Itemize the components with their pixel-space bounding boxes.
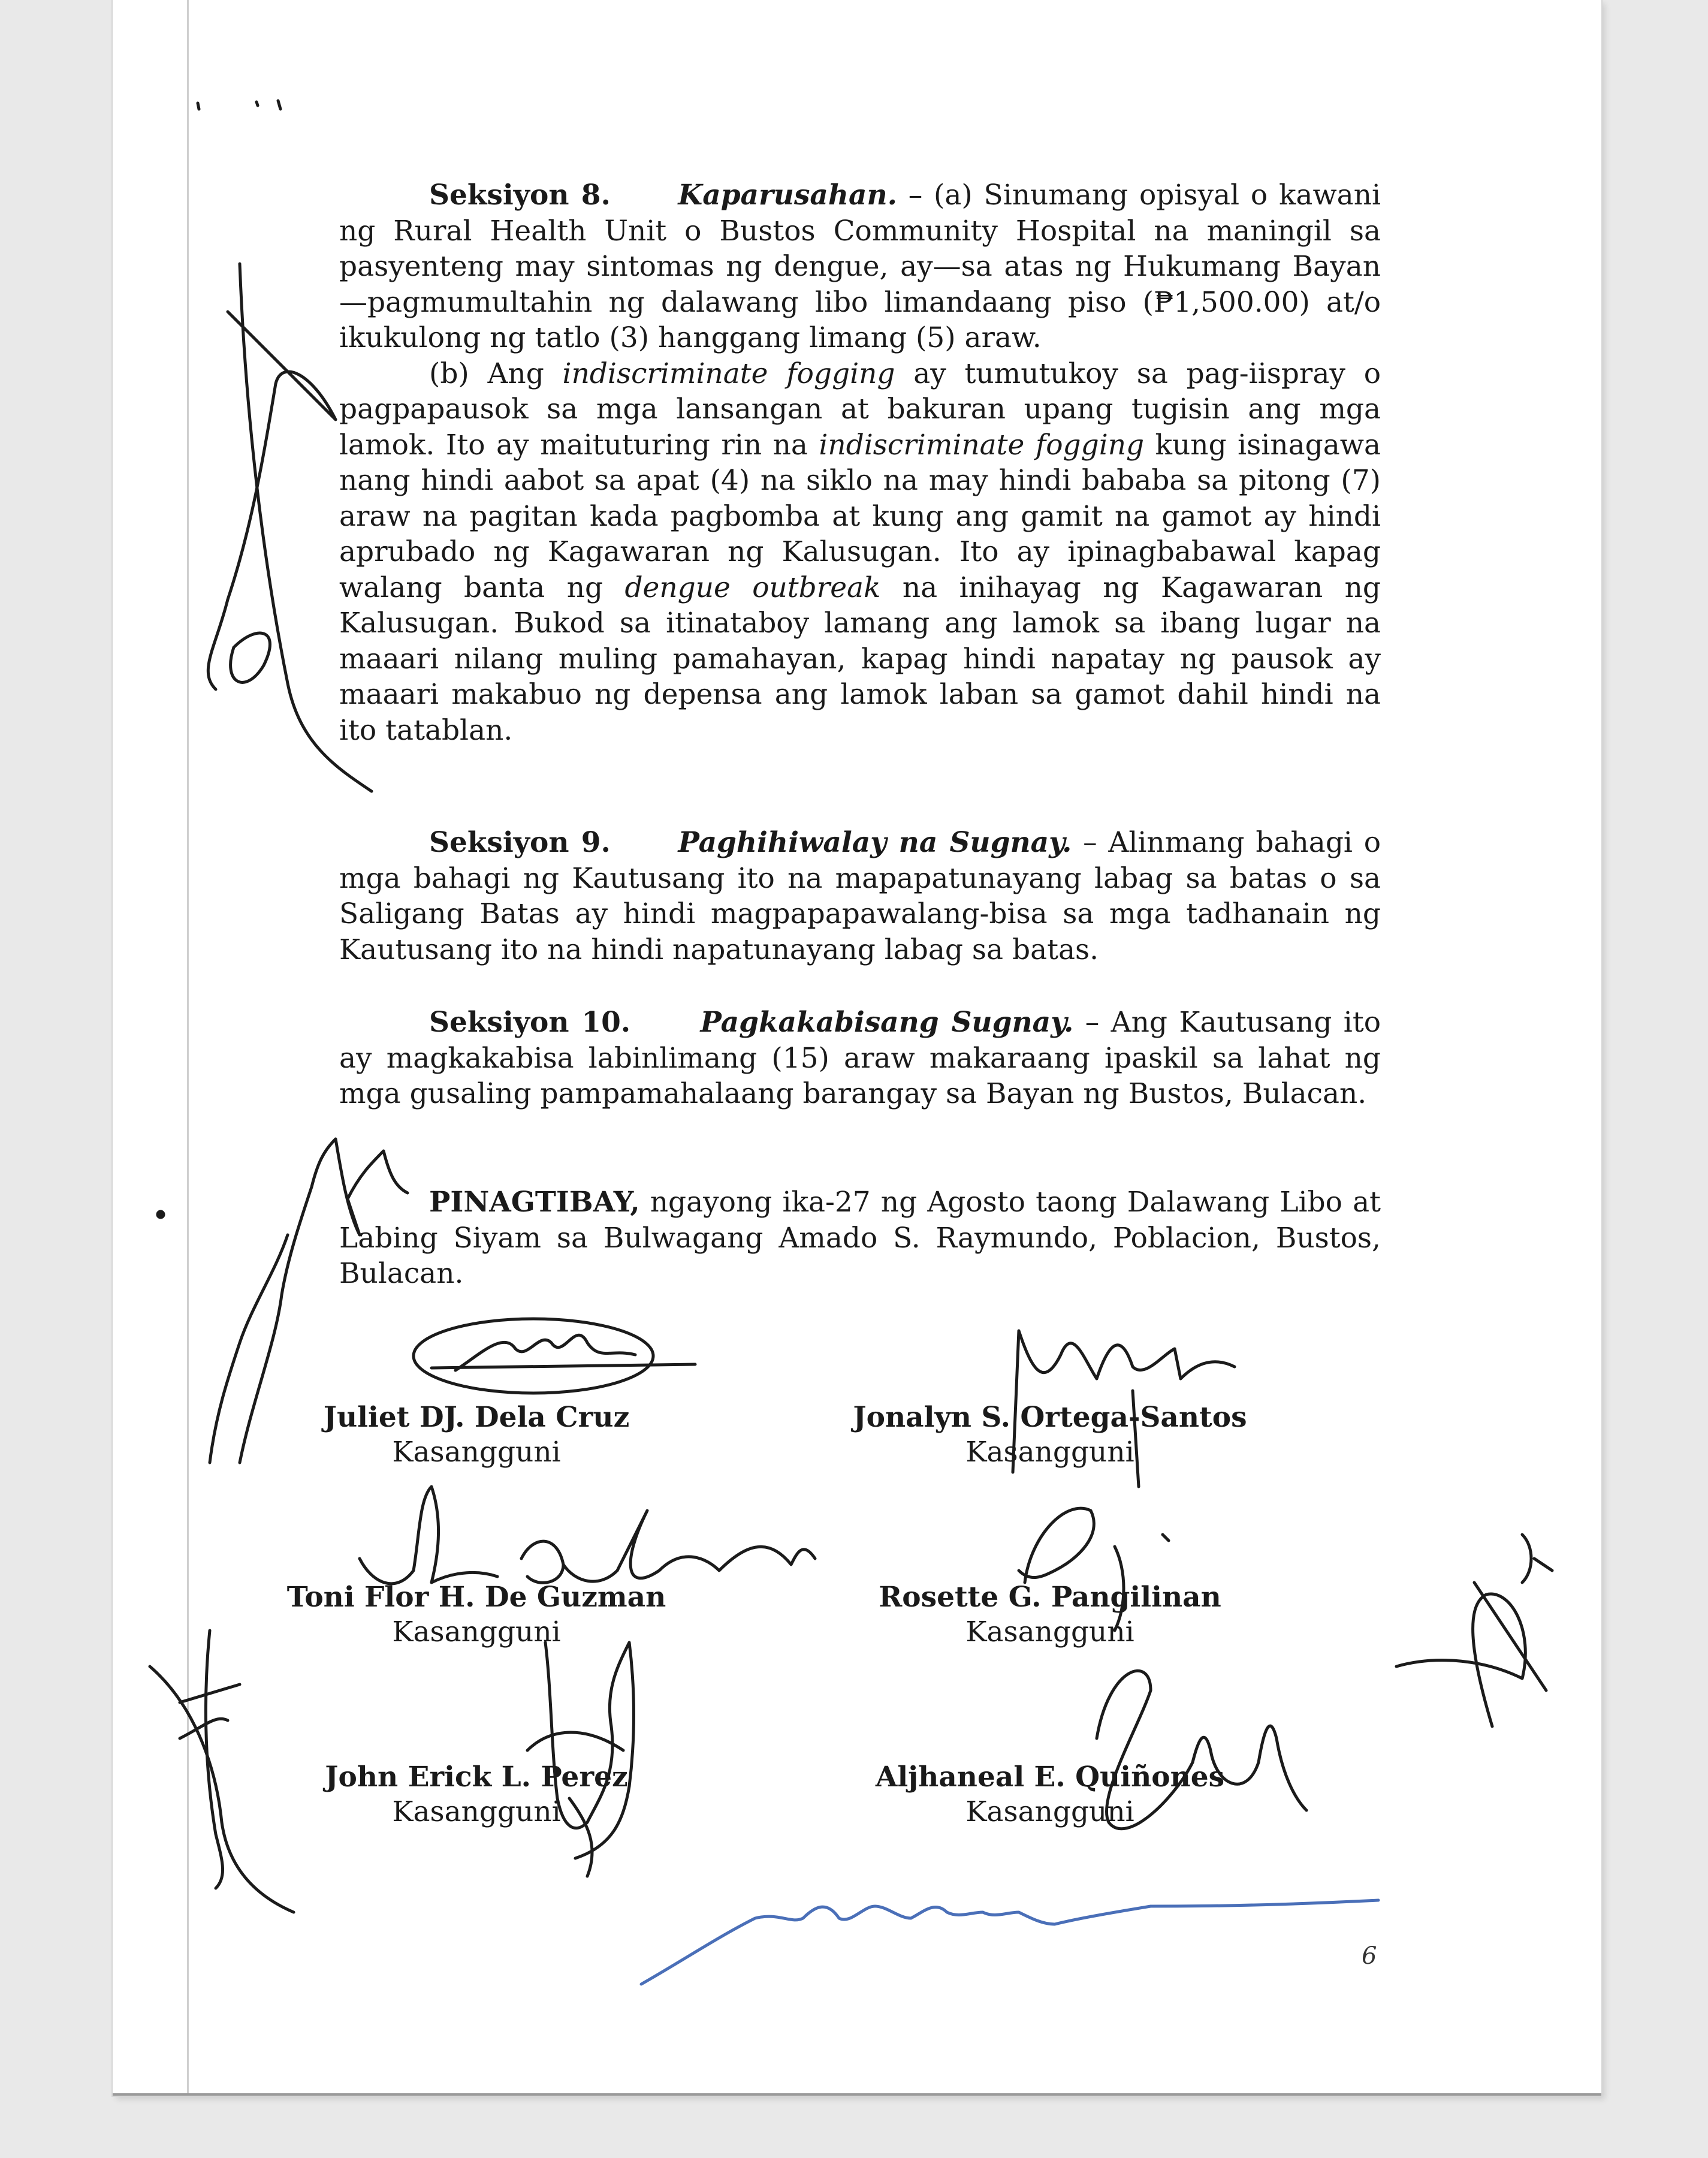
left-bottom-signature-stroke-2 <box>206 1630 222 1888</box>
signatory-role: Kasangguni <box>392 1616 561 1648</box>
sig-aljhaneal <box>1097 1671 1306 1829</box>
section-8-number: Seksiyon 8. <box>429 179 611 212</box>
stray-marks <box>198 101 280 109</box>
section-9-text: – Alinmang bahagi o mga bahagi ng Kautusang ito na mapapatunayang labag sa batas o sa Saligang Batas ay hindi magpapapawalang-bisa sa mga tadhanain ng Kautusang ito na hindi napatunayang labag sa batas. <box>339 826 1381 966</box>
signatory-role: Kasangguni <box>965 1436 1134 1469</box>
left-bottom-signature-strokes <box>180 1684 240 1738</box>
right-margin-signature <box>1396 1583 1546 1726</box>
signatory-name: Rosette G. Pangilinan <box>879 1581 1221 1614</box>
signatory-name: Aljhaneal E. Quiñones <box>875 1761 1225 1794</box>
section-10-text: – Ang Kautusang ito ay magkakabisa labinlimang (15) araw makaraang ipaskil sa lahat ng mga gusaling pampamahalaang barangay sa Bayan ng Bustos, Bulacan. <box>339 1006 1381 1110</box>
para-b-text-4: na inihayag ng Kagawaran ng Kalusugan. Bukod sa itinataboy lamang ang lamok sa ibang lugar na maaari nilang muling pamahayan, kapag hindi napatay ng pausok ay maaari makabuo ng depensa ang lamok laban sa gamot dahil hindi na ito tatablan. <box>339 571 1381 747</box>
page-number: 6 <box>1362 1942 1377 1970</box>
sig-john <box>527 1642 634 1876</box>
para-b-text-1: (b) Ang <box>429 357 563 390</box>
ink-dot <box>158 1211 164 1217</box>
approval-text: ngayong ika-27 ng Agosto taong Dalawang Libo at Labing Siyam sa Bulwagang Amado S. Raymundo, Poblacion, Bustos, Bulacan. <box>339 1186 1381 1290</box>
signatory-name: Juliet DJ. Dela Cruz <box>323 1401 630 1434</box>
para-b-text-2: ay tumutukoy sa pag-iispray o pagpapausok sa mga lansangan at bakuran upang tugisin ang mga lamok. Ito ay maituturing rin na <box>339 357 1381 462</box>
sig-jonalyn <box>1013 1331 1235 1487</box>
sig-juliet-scrawl <box>431 1335 695 1370</box>
left-margin-cursive-signature <box>240 1139 408 1463</box>
left-margin-signature-loop <box>231 633 270 682</box>
para-b-term-1: indiscriminate fogging <box>562 357 895 390</box>
sig-rosette <box>1019 1508 1169 1630</box>
section-9-number: Seksiyon 9. <box>429 826 611 859</box>
sig-toni <box>360 1487 815 1584</box>
sig-juliet-oval <box>414 1319 653 1393</box>
approval-lead: PINAGTIBAY, <box>429 1186 640 1219</box>
section-10-title: Pagkakabisang Sugnay. <box>700 1006 1074 1039</box>
section-10-number: Seksiyon 10. <box>429 1006 631 1039</box>
section-8-title: Kaparusahan. <box>678 179 898 212</box>
right-margin-signature-mark <box>1522 1535 1552 1583</box>
blue-pen-signature <box>641 1900 1378 1984</box>
signatory-role: Kasangguni <box>392 1436 561 1469</box>
signatory-name: Toni Flor H. De Guzman <box>286 1581 666 1614</box>
para-b-text-3: kung isinagawa nang hindi aabot sa apat (4) na siklo na may hindi bababa sa pitong (7) araw na pagitan kada pagbomba at kung ang gamit na gamot ay hindi aprubado ng Kagawaran ng Kalusugan. Ito ay ipinagbabawal kapag walang banta ng <box>339 428 1381 604</box>
section-9-title: Paghihiwalay na Sugnay. <box>678 826 1072 859</box>
section-8-para-a-text: – (a) Sinumang opisyal o kawani ng Rural Health Unit o Bustos Community Hospital na maningil sa pasyenteng may sintomas ng dengue, ay—sa atas ng Hukumang Bayan—pagmumultahin ng dalawang libo limandaang piso (₱1,500.00) at/o ikukulong ng tatlo (3) hanggang limang (5) araw. <box>339 179 1381 354</box>
para-b-term-3: dengue outbreak <box>624 571 881 604</box>
signatory-role: Kasangguni <box>965 1616 1134 1648</box>
left-margin-signature-stroke-2 <box>208 312 336 689</box>
signatory-role: Kasangguni <box>392 1795 561 1828</box>
para-b-term-2: indiscriminate fogging <box>819 428 1145 462</box>
signatory-name: Jonalyn S. Ortega-Santos <box>853 1401 1247 1434</box>
signatory-name: John Erick L. Perez <box>325 1761 628 1794</box>
signatory-role: Kasangguni <box>965 1795 1134 1828</box>
